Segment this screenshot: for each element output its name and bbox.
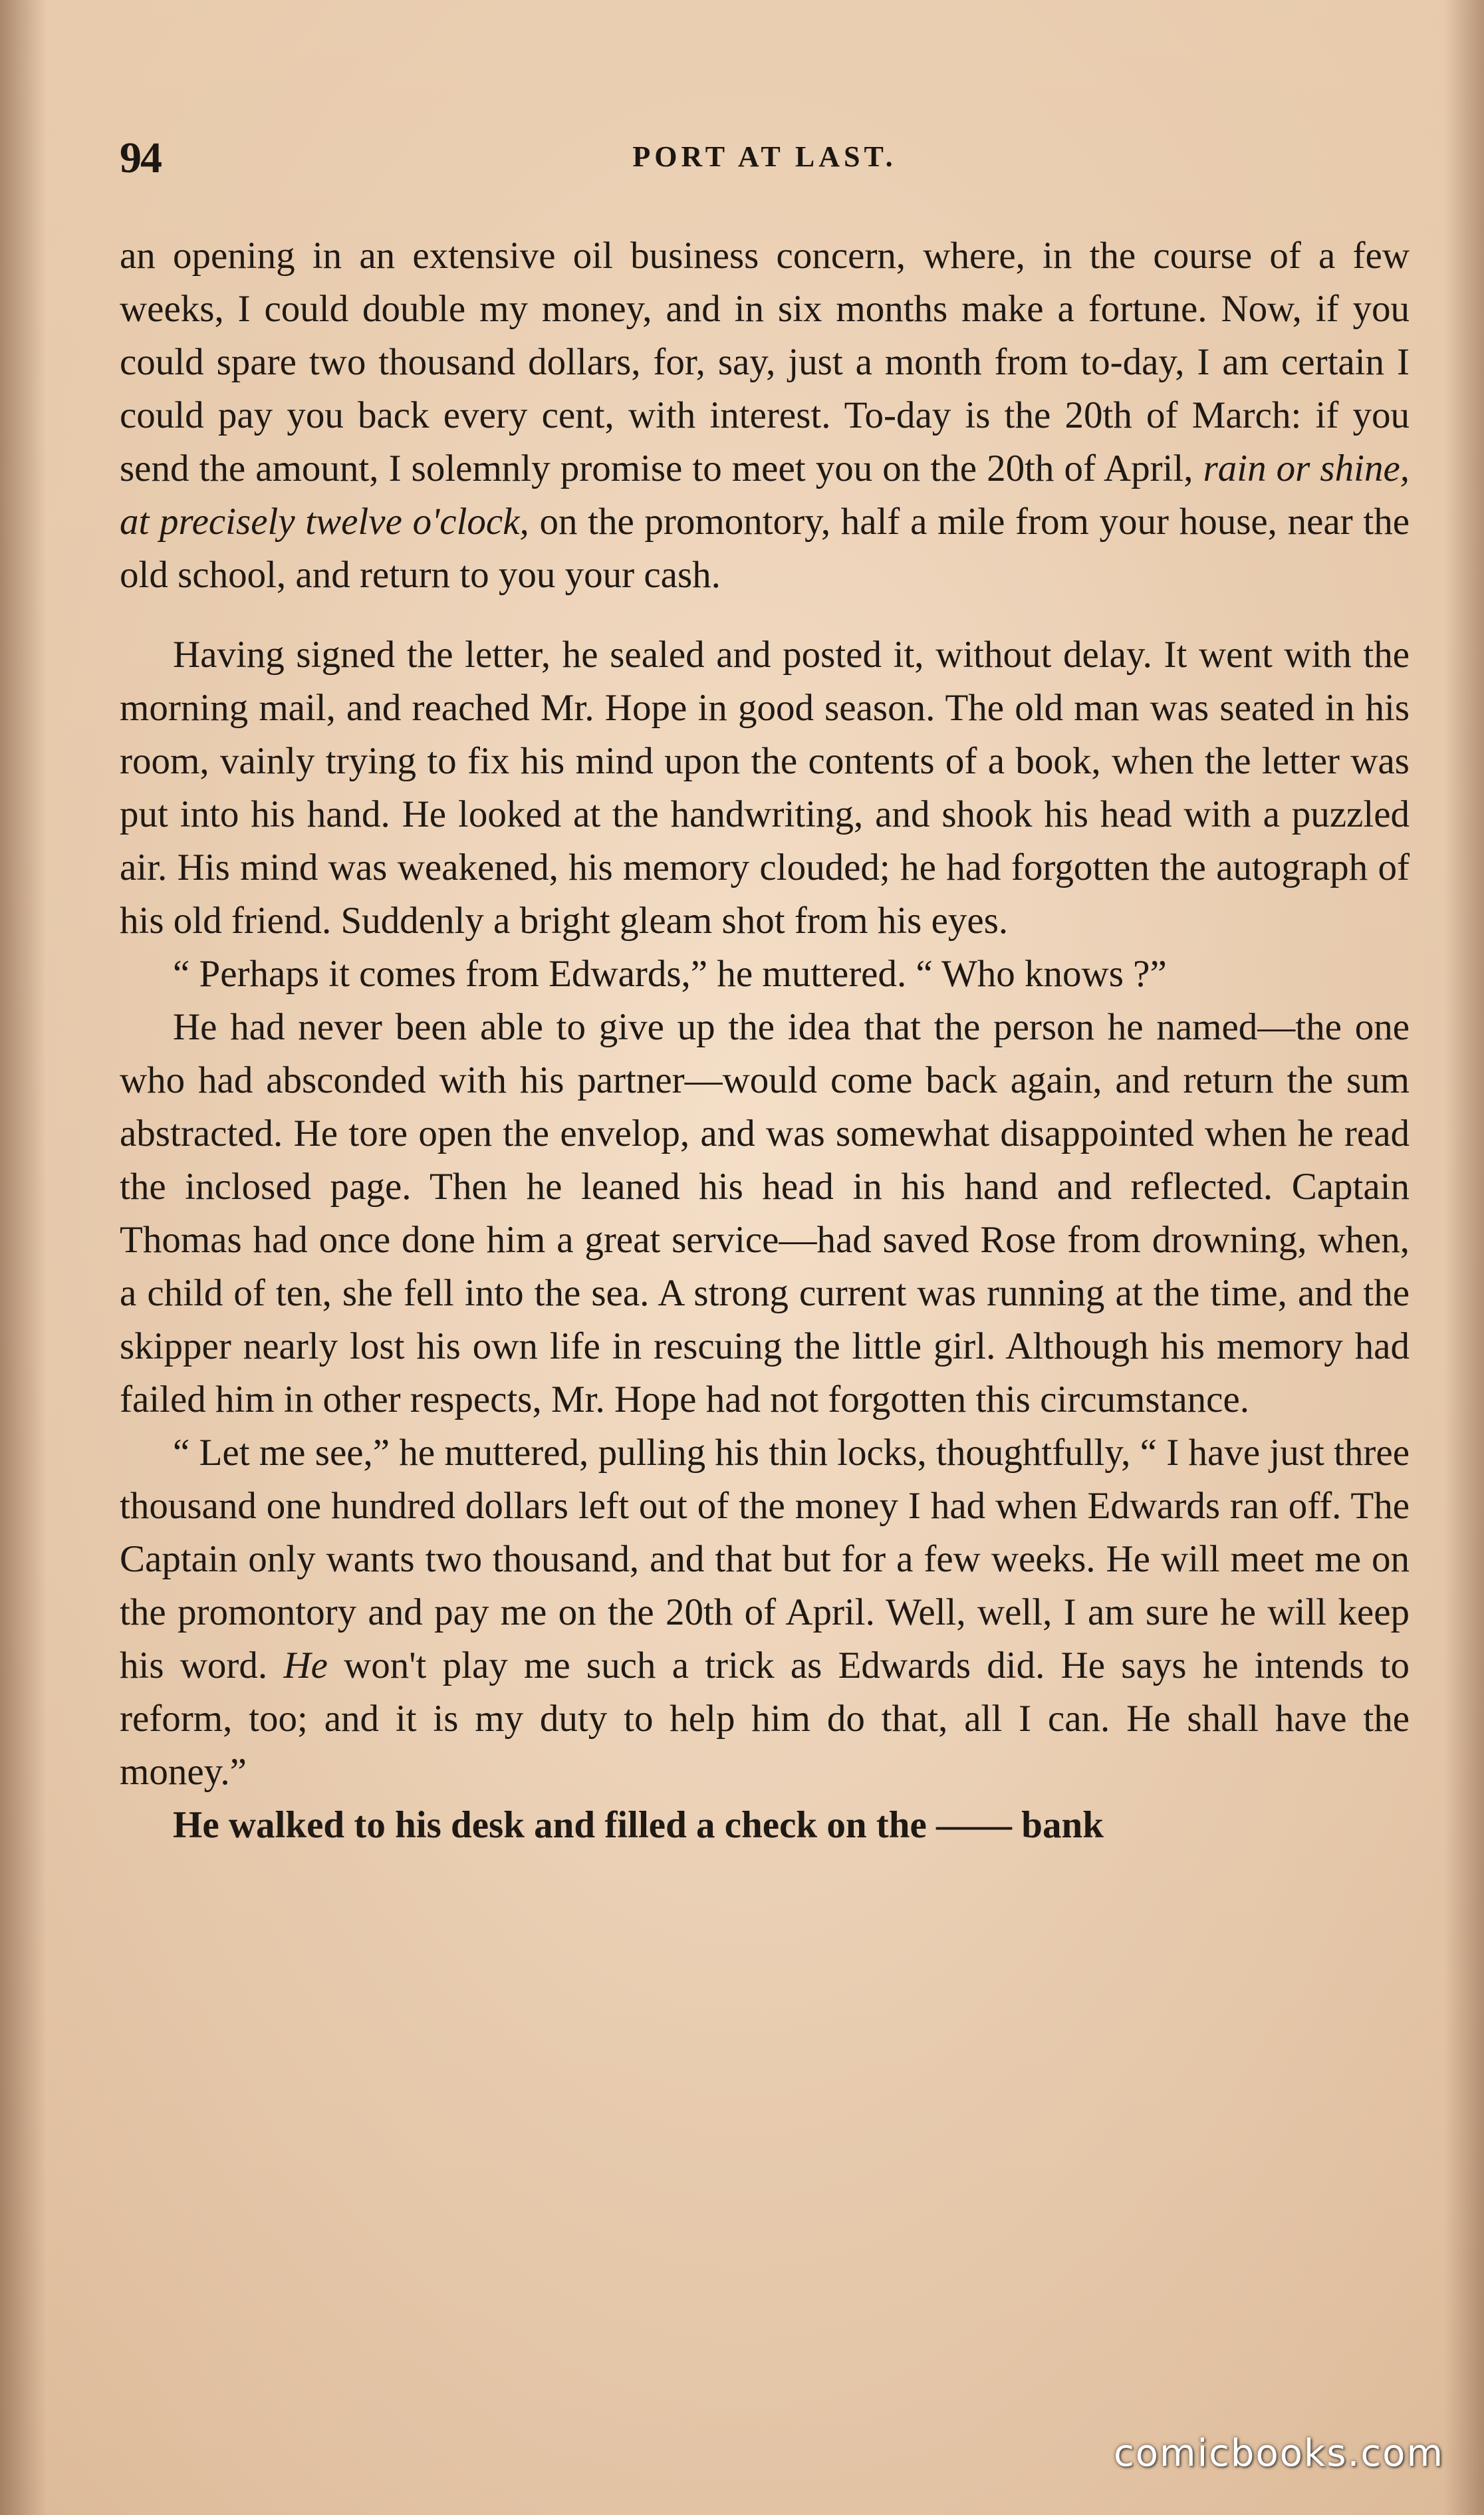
paragraph-2-segment-1: Having signed the letter, he sealed and posted it, without delay. It went with the morning mail, and reached Mr. Hope in good season. The old man was seated in his room, vainly trying to fix his mind upon the contents of a book, when the letter was put into his hand. He looked at the handwriting, and shook his head with a puzzled air. His mind was weakened, his memory clouded; he had forgotten the autograph of his old friend. Suddenly a bright gleam shot from his eyes. — [120, 634, 1410, 942]
running-head: PORT AT LAST. — [632, 140, 897, 173]
watermark: comicbooks.com — [1113, 2432, 1444, 2475]
paragraph-4-segment-1: He had never been able to give up the idea that the person he named—the one who had absconded with his partner—would come back again, and return the sum abstracted. He tore open the envelop, and was somewhat disappointed when he read the inclosed page. Then he leaned his head in his hand and reflected. Captain Thomas had once done him a great service—had saved Rose from drowning, when, a child of ten, she fell into the sea. A strong current was running at the time, and the skipper nearly lost his own life in rescuing the little girl. Although his memory had failed him in other respects, Mr. Hope had not forgotten this circumstance. — [120, 1006, 1410, 1420]
page-shadow-left — [0, 0, 47, 2515]
paragraph-5-segment-1: “ Let me see,” he muttered, pulling his thin locks, thoughtfully, “ I have just three thousand one hundred dollars left out of the money I had when Edwards ran off. The Captain only wants two thousand, and that but for a few weeks. He will meet me on the promontory and pay me on the 20th of April. Well, well, I am sure he will keep his word. — [120, 1432, 1410, 1686]
page-header — [120, 133, 1410, 193]
paragraph-1-segment-3: on the promontory, half a mile from your house, near the old school, and return to you your cash. — [120, 501, 1410, 596]
paragraph-6 — [120, 1799, 1410, 1852]
paragraph-5-segment-3: won't play me such a trick as Edwards did. He says he intends to reform, too; and it is my duty to help him do that, all I can. He shall have the money.” — [120, 1645, 1410, 1793]
page-shadow-right — [1444, 0, 1484, 2515]
paragraph-5-segment-2: He — [283, 1645, 328, 1686]
paragraph-1-segment-1: an opening in an extensive oil business concern, where, in the course of a few weeks, I could double my money, and in six months make a fortune. Now, if you could spare two thousand dollars, for, say, just a month from to-day, I am certain I could pay you back every cent, with interest. To-day is the 20th of March: if you send the amount, I solemnly promise to meet you on the 20th of April, — [120, 235, 1410, 489]
paragraph-4 — [120, 1001, 1410, 1426]
paragraph-3-segment-1: “ Perhaps it comes from Edwards,” he muttered. “ Who knows ?” — [173, 953, 1167, 995]
paragraph-3 — [120, 948, 1410, 1001]
page-number: 94 — [120, 134, 161, 182]
paragraph-1 — [120, 229, 1410, 602]
paragraph-2 — [120, 628, 1410, 948]
paragraph-1-segment-2: rain or shine, at precisely twelve o'clock, — [120, 448, 1410, 543]
paragraph-5 — [120, 1426, 1410, 1799]
body-text — [120, 229, 1410, 1852]
paragraph-6-segment-1: He walked to his desk and filled a check on the —— bank — [173, 1804, 1104, 1846]
